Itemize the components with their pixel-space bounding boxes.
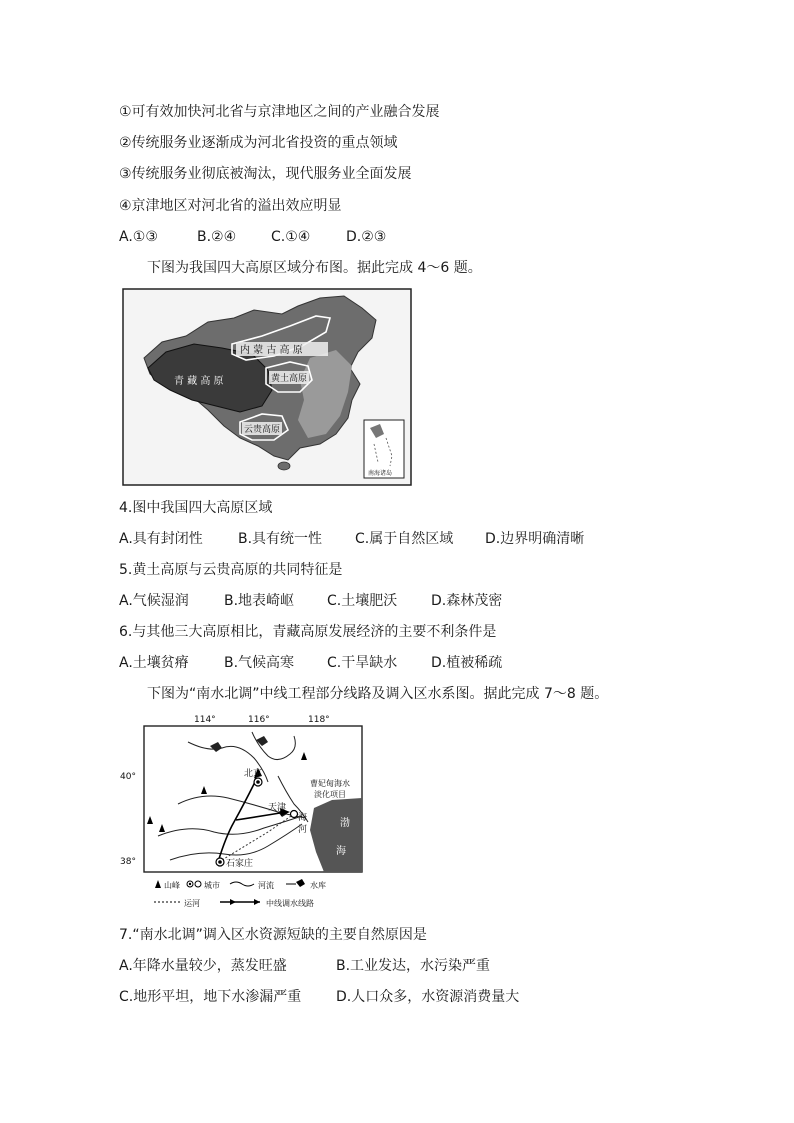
q7-option-c: C.地形平坦，地下水渗漏严重 bbox=[119, 989, 302, 1005]
q5-stem: 5.黄土高原与云贵高原的共同特征是 bbox=[119, 562, 343, 578]
q6-stem: 6.与其他三大高原相比，青藏高原发展经济的主要不利条件是 bbox=[119, 624, 497, 640]
q4-option-d: D.边界明确清晰 bbox=[485, 531, 585, 547]
legend-reservoir: 水库 bbox=[310, 881, 326, 890]
q7-option-b: B.工业发达，水污染严重 bbox=[336, 958, 491, 974]
q7-option-d: D.人口众多，水资源消费量大 bbox=[336, 989, 520, 1005]
haihe-label-he: 河 bbox=[298, 825, 308, 835]
sea-label-bo: 渤 bbox=[340, 818, 350, 829]
water-diversion-map-figure bbox=[118, 712, 366, 914]
haihe-label-hai: 海 bbox=[298, 813, 308, 823]
lon-tick-118: 118° bbox=[308, 715, 330, 725]
sea-label-hai: 海 bbox=[336, 846, 346, 857]
q5-option-a: A.气候湿润 bbox=[119, 593, 189, 609]
q3-option-c: C.①④ bbox=[271, 229, 311, 245]
q4-options bbox=[119, 530, 619, 548]
legend-river: 河流 bbox=[258, 881, 274, 890]
project-label-line2: 淡化项目 bbox=[314, 790, 346, 799]
city-shijiazhuang-label: 石家庄 bbox=[226, 859, 254, 869]
label-yungui-plateau: 云贵高原 bbox=[244, 425, 281, 435]
q6-options bbox=[119, 654, 619, 672]
label-qingzang-plateau: 青 藏 高 原 bbox=[174, 376, 224, 387]
plateau-map bbox=[122, 288, 412, 486]
city-beijing-label: 北京 bbox=[244, 769, 263, 779]
legend-peak: 山峰 bbox=[164, 881, 180, 890]
lon-tick-114: 114° bbox=[194, 715, 216, 725]
lat-tick-40: 40° bbox=[120, 772, 136, 782]
q7-stem: 7.“南水北调”调入区水资源短缺的主要自然原因是 bbox=[119, 927, 427, 943]
q4-option-a: A.具有封闭性 bbox=[119, 531, 203, 547]
inset-caption: 南海诸岛 bbox=[368, 470, 393, 477]
legend-canal: 运河 bbox=[184, 899, 200, 908]
intro-figure-2: 下图为“南水北调”中线工程部分线路及调入区水系图。据此完成 7～8 题。 bbox=[147, 686, 609, 702]
q5-option-c: C.土壤肥沃 bbox=[327, 593, 398, 609]
q3-statement-4: ④京津地区对河北省的溢出效应明显 bbox=[119, 198, 342, 214]
q4-stem: 4.图中我国四大高原区域 bbox=[119, 500, 273, 516]
q3-statement-3: ③传统服务业彻底被淘汰，现代服务业全面发展 bbox=[119, 166, 412, 182]
q6-option-d: D.植被稀疏 bbox=[431, 655, 503, 671]
city-tianjin-label: 天津 bbox=[268, 803, 287, 813]
q5-option-b: B.地表崎岖 bbox=[224, 593, 295, 609]
q3-statement-1: ①可有效加快河北省与京津地区之间的产业融合发展 bbox=[119, 104, 440, 120]
q4-option-c: C.属于自然区域 bbox=[355, 531, 454, 547]
label-loess-plateau: 黄土高原 bbox=[271, 374, 308, 384]
label-neimenggu-plateau: 内 蒙 古 高 原 bbox=[240, 345, 303, 356]
project-label-line1: 曹妃甸海水 bbox=[310, 779, 350, 788]
legend-route: 中线调水线路 bbox=[266, 899, 314, 908]
q6-option-c: C.干旱缺水 bbox=[327, 655, 398, 671]
q3-options bbox=[119, 228, 519, 246]
q6-option-b: B.气候高寒 bbox=[224, 655, 295, 671]
plateau-map-figure bbox=[122, 288, 412, 486]
lon-tick-116: 116° bbox=[248, 715, 270, 725]
intro-figure-1: 下图为我国四大高原区域分布图。据此完成 4～6 题。 bbox=[147, 260, 482, 276]
q5-option-d: D.森林茂密 bbox=[431, 593, 503, 609]
q3-statement-2: ②传统服务业逐渐成为河北省投资的重点领域 bbox=[119, 135, 398, 151]
q5-options bbox=[119, 592, 619, 610]
q7-option-a: A.年降水量较少，蒸发旺盛 bbox=[119, 958, 287, 974]
legend-city: 城市 bbox=[204, 881, 220, 890]
q6-option-a: A.土壤贫瘠 bbox=[119, 655, 189, 671]
q3-option-a: A.①③ bbox=[119, 229, 158, 245]
water-diversion-map bbox=[118, 712, 366, 914]
q3-option-b: B.②④ bbox=[197, 229, 237, 245]
lat-tick-38: 38° bbox=[120, 857, 136, 867]
q3-option-d: D.②③ bbox=[346, 229, 387, 245]
q4-option-b: B.具有统一性 bbox=[238, 531, 323, 547]
